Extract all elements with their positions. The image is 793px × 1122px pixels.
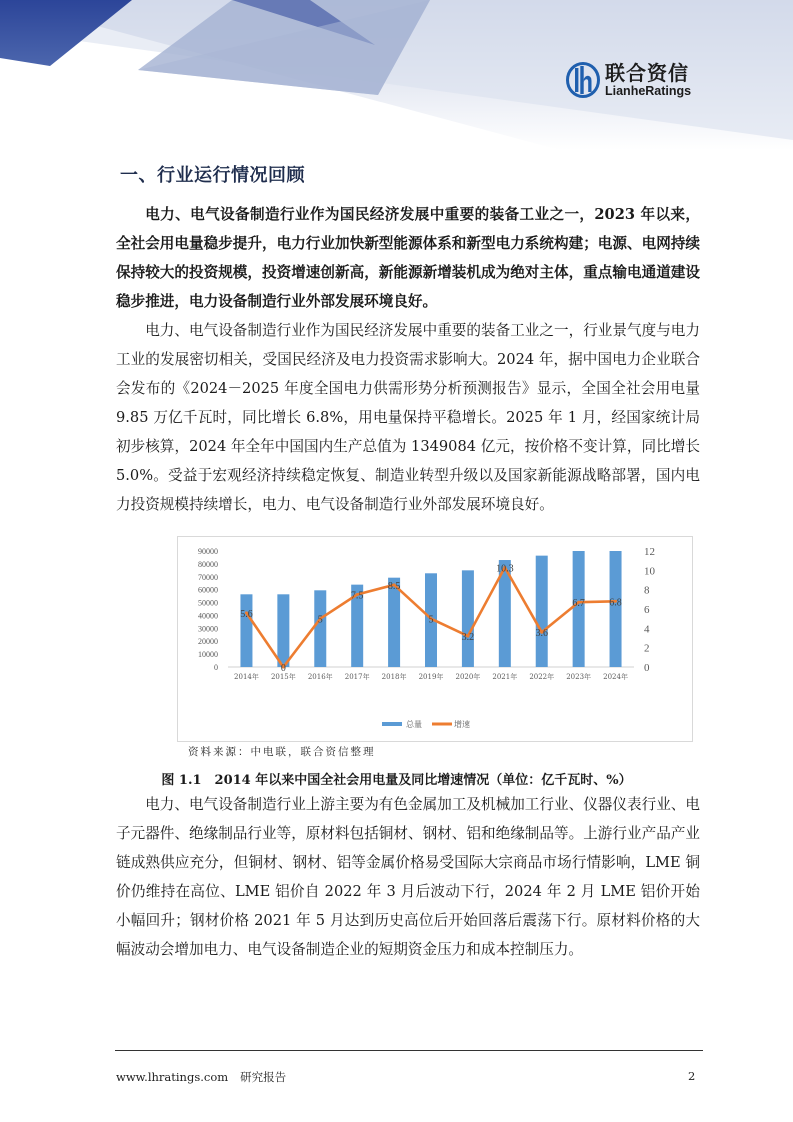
growth-data-label: 3.2 — [461, 632, 475, 644]
lianhe-logo-icon — [566, 62, 600, 98]
bar-2024年 — [610, 551, 622, 667]
right-axis-tick-label: 10 — [644, 565, 655, 578]
growth-data-label: 10.3 — [496, 563, 514, 575]
figure-caption: 图 1.1 2014 年以来中国全社会用电量及同比增速情况（单位：亿千瓦时、%） — [161, 773, 632, 788]
x-axis-tick-label: 2018年 — [381, 673, 407, 681]
left-axis-ticks — [198, 547, 218, 672]
body-paragraph-2: 电力、电气设备制造行业上游主要为有色金属加工及机械加工行业、仪器仪表行业、电子元器件、绝缘制品行业等，原材料包括铜材、钢材、铝和绝缘制品等。上游行业产品产业链成熟供应充分，但铜材、钢材、铝等金属价格易受国际大宗商品市场行情影响，LME 铜价仍维持在高位、LME 铝价自 2022 年 3 月后波动下行，2024 年 2 月 LME 铝价开始小幅回升；钢材价格 2021 年 5 月达到历史高位后开始回落后震荡下行。原材料价格的大幅波动会增加电力、电气设备制造企业的短期资金压力和成本控制压力。 — [116, 796, 700, 958]
footer-report-label: 研究报告 — [240, 1070, 287, 1084]
left-axis-tick-label: 50000 — [198, 598, 218, 608]
x-axis-tick-label: 2023年 — [566, 673, 592, 681]
bar-2016年 — [314, 590, 326, 667]
summary-paragraph: 电力、电气设备制造行业作为国民经济发展中重要的装备工业之一，2023 年以来，全社会用电量稳步提升，电力行业加快新型能源体系和新型电力系统构建；电源、电网持续保持较大的投资规模，投资增速创新高，新能源新增装机成为绝对主体，重点输电通道建设稳步推进，电力设备制造行业外部发展环境良好。 — [116, 206, 700, 310]
right-axis-tick-label: 4 — [644, 623, 650, 636]
right-axis-ticks — [644, 546, 656, 674]
footer-website-link[interactable]: www.lhratings.com — [116, 1070, 229, 1084]
chart-canvas — [178, 537, 692, 741]
growth-data-label: 3.6 — [535, 628, 548, 640]
x-axis-tick-label: 2021年 — [492, 673, 518, 681]
left-axis-tick-label: 20000 — [198, 637, 218, 647]
left-axis-tick-label: 90000 — [198, 547, 218, 556]
x-axis-tick-label: 2022年 — [529, 673, 555, 681]
right-axis-tick-label: 0 — [644, 662, 650, 674]
growth-data-label: 0 — [280, 663, 286, 674]
bar-2022年 — [536, 556, 548, 667]
growth-data-label: 5 — [428, 614, 434, 626]
x-axis-tick-label: 2020年 — [455, 673, 481, 681]
company-logo — [566, 62, 691, 98]
footer-divider — [115, 1050, 703, 1051]
legend-label-growth: 增速 — [454, 720, 470, 729]
x-axis-tick-label: 2019年 — [418, 673, 444, 681]
growth-data-label: 6.8 — [609, 597, 622, 609]
growth-data-label: 5 — [317, 614, 323, 626]
growth-data-label: 7.5 — [350, 590, 364, 602]
chart-legend — [382, 719, 470, 729]
right-axis-tick-label: 8 — [644, 584, 650, 597]
x-axis-tick-label: 2024年 — [603, 673, 628, 681]
left-axis-tick-label: 0 — [214, 663, 218, 672]
x-axis-tick-label: 2017年 — [344, 673, 370, 681]
bar-2020年 — [462, 570, 474, 667]
left-axis-tick-label: 10000 — [198, 650, 218, 660]
left-axis-tick-label: 30000 — [198, 624, 218, 634]
x-axis-tick-label: 2014年 — [234, 673, 259, 681]
left-axis-tick-label: 60000 — [198, 585, 218, 595]
growth-data-label: 5.6 — [240, 608, 253, 620]
logo-english-name: LianheRatings — [605, 84, 692, 98]
right-axis-tick-label: 12 — [644, 546, 655, 558]
x-axis-tick-label: 2015年 — [270, 673, 296, 681]
growth-data-label: 6.7 — [572, 598, 585, 610]
bar-2014年 — [240, 594, 252, 667]
section-title: 一、行业运行情况回顾 — [120, 165, 305, 186]
left-axis-tick-label: 70000 — [198, 572, 218, 582]
legend-swatch-growth — [432, 723, 452, 726]
legend-label-total: 总量 — [406, 720, 422, 729]
growth-data-label: 8.5 — [387, 580, 401, 592]
logo-chinese-name: 联合资信 — [605, 61, 689, 85]
body-paragraph-1: 电力、电气设备制造行业作为国民经济发展中重要的装备工业之一，行业景气度与电力工业的发展密切相关，受国民经济及电力投资需求影响大。2024 年，据中国电力企业联合会发布的《2024－2025 年度全国电力供需形势分析预测报告》显示，全国全社会用电量 9.85 万亿千瓦时，同比增长 6.8%，用电量保持平稳增长。2025 年 1 月，经国家统计局初步核算，2024 年全年中国国内生产总值为 1349084 亿元，按价格不变计算，同比增长 5.0%。受益于宏观经济持续稳定恢复、制造业转型升级以及国家新能源战略部署，国内电力投资规模持续增长，电力、电气设备制造行业外部发展环境良好。 — [116, 322, 700, 513]
right-axis-tick-label: 6 — [644, 604, 650, 616]
left-axis-tick-label: 40000 — [198, 611, 218, 621]
electricity-consumption-chart — [177, 536, 693, 742]
footer-info — [116, 1069, 286, 1085]
x-axis-ticks — [234, 672, 628, 681]
figure-source: 资料来源：中电联，联合资信整理 — [188, 746, 376, 758]
page-number: 2 — [688, 1069, 696, 1083]
legend-swatch-total — [382, 722, 402, 726]
x-axis-tick-label: 2016年 — [307, 673, 333, 681]
left-axis-tick-label: 80000 — [198, 559, 218, 569]
right-axis-tick-label: 2 — [644, 642, 650, 655]
bar-2015年 — [277, 594, 289, 667]
